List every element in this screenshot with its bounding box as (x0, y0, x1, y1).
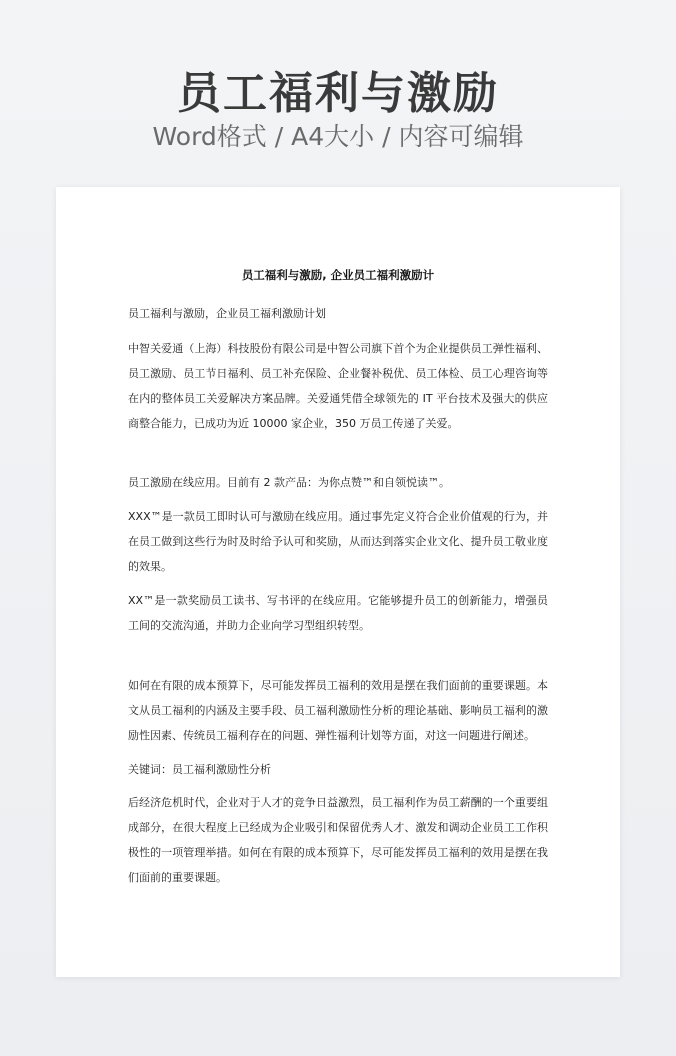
page-subtitle: Word格式 / A4大小 / 内容可编辑 (152, 122, 524, 151)
document-paragraph: 后经济危机时代，企业对于人才的竞争日益激烈，员工福利作为员工薪酬的一个重要组成部分，在很大程度上已经成为企业吸引和保留优秀人才、激发和调动企业员工工作积极性的一项管理举措。如何在有限的成本预算下，尽可能发挥员工福利的效用是摆在我们面前的重要课题。 (128, 796, 548, 884)
document-paragraph: XXX™是一款员工即时认可与激励在线应用。通过事先定义符合企业价值观的行为，并在员工做到这些行为时及时给予认可和奖励，从而达到落实企业文化、提升员工敬业度的效果。 (128, 510, 548, 573)
document-paragraph: 如何在有限的成本预算下，尽可能发挥员工福利的效用是摆在我们面前的重要课题。本文从员工福利的内涵及主要手段、员工福利激励性分析的理论基础、影响员工福利的激励性因素、传统员工福利存在的问题、弹性福利计划等方面，对这一问题进行阐述。 (128, 679, 548, 742)
document-page (56, 187, 620, 977)
document-paragraph: 员工激励在线应用。目前有 2 款产品：为你点赞™和自领悦读™。 (128, 476, 450, 489)
document-paragraph: 关键词：员工福利激励性分析 (128, 763, 271, 776)
document-paragraph: XX™是一款奖励员工读书、写书评的在线应用。它能够提升员工的创新能力，增强员工间的交流沟通，并助力企业向学习型组织转型。 (128, 594, 548, 632)
document-title: 员工福利与激励, 企业员工福利激励计 (241, 268, 435, 282)
document-paragraph: 中智关爱通（上海）科技股份有限公司是中智公司旗下首个为企业提供员工弹性福利、员工激励、员工节日福利、员工补充保险、企业餐补税优、员工体检、员工心理咨询等在内的整体员工关爱解决方案品牌。关爱通凭借全球领先的 IT 平台技术及强大的供应商整合能力，已成功为近 10000 家企业，350 万员工传递了关爱。 (128, 342, 548, 430)
document-paragraph: 员工福利与激励，企业员工福利激励计划 (128, 307, 326, 320)
page-title: 员工福利与激励 (177, 68, 499, 119)
